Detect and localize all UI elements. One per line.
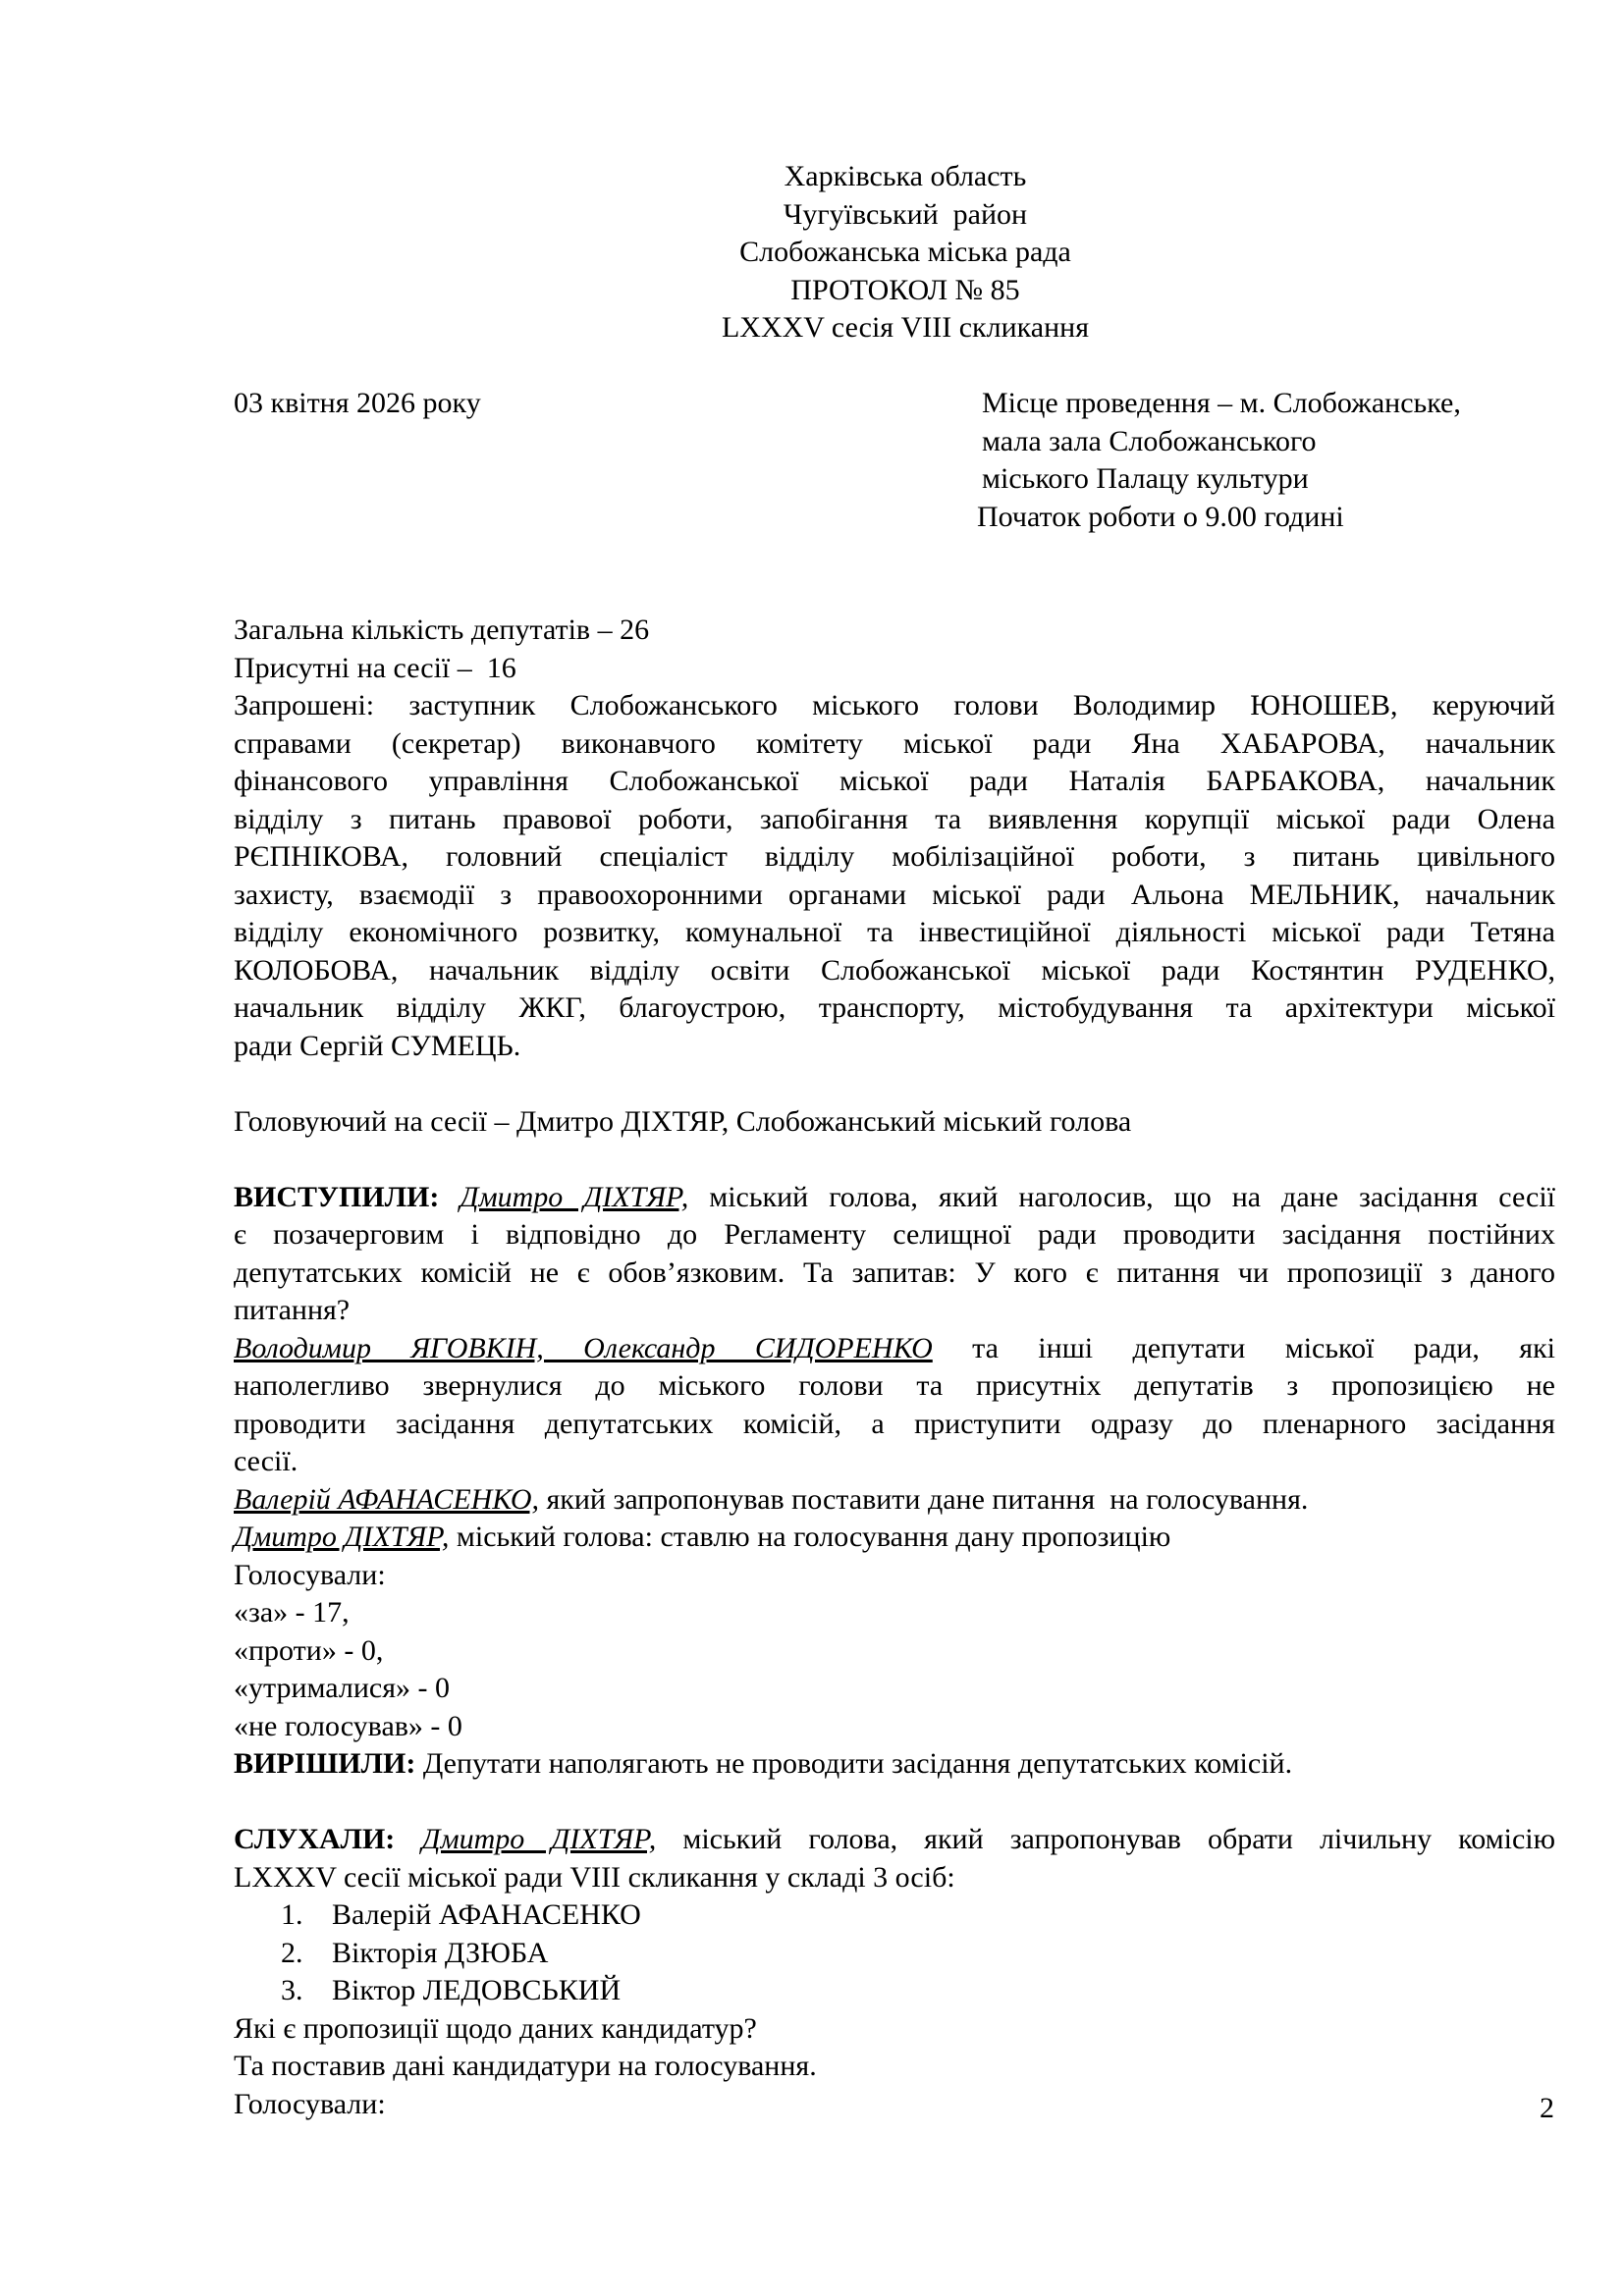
afanasenko-line bbox=[234, 1481, 1555, 1520]
mayor-line bbox=[234, 1519, 1555, 1557]
spoke-line bbox=[234, 1179, 1555, 1217]
vote-abstained: «утрималися» - 0 bbox=[234, 1672, 451, 1704]
mayor-name: Дмитро ДІХТЯР, bbox=[234, 1521, 450, 1553]
heard-speaker: Дмитро ДІХТЯР, bbox=[421, 1823, 657, 1855]
candidate-number: 3. bbox=[281, 1974, 303, 2006]
candidate-name: Валерій АФАНАСЕНКО bbox=[332, 1898, 641, 1931]
candidate-item bbox=[234, 1896, 1555, 1935]
candidate-number: 1. bbox=[281, 1898, 303, 1931]
invited-line: КОЛОБОВА, начальник відділу освіти Слобожанської міської ради Костянтин РУДЕНКО, bbox=[234, 953, 1555, 987]
heard-line: LXXXV сесії міської ради VIII скликання у складі 3 осіб: bbox=[234, 1860, 955, 1894]
start-time: Початок роботи о 9.00 годині bbox=[977, 500, 1344, 533]
spoke-text: міський голова, який наголосив, що на дане засідання сесії bbox=[688, 1180, 1555, 1213]
spoke-line: питання? bbox=[234, 1294, 351, 1326]
header-council: Слобожанська міська рада bbox=[739, 236, 1071, 268]
decided-line bbox=[234, 1745, 1555, 1784]
chair-line: Головуючий на сесії – Дмитро ДІХТЯР, Слобожанський міський голова bbox=[234, 1104, 1132, 1138]
decided-label: ВИРІШИЛИ: bbox=[234, 1747, 416, 1780]
deputies-line: сесії. bbox=[234, 1445, 298, 1477]
put-to-vote-line: Та поставив дані кандидатури на голосування. bbox=[234, 2050, 817, 2082]
invited-line: справами (секретар) виконавчого комітету міської ради Яна ХАБАРОВА, начальник bbox=[234, 726, 1555, 760]
afanasenko-name: Валерій АФАНАСЕНКО, bbox=[234, 1482, 539, 1516]
deputies-line: наполегливо звернулися до міського голови та присутніх депутатів з пропозицією не bbox=[234, 1369, 1555, 1402]
vote-against: «проти» - 0, bbox=[234, 1633, 384, 1667]
heard-line bbox=[234, 1821, 1555, 1859]
mayor-text: міський голова: ставлю на голосування дану пропозицію bbox=[449, 1521, 1171, 1553]
candidate-name: Віктор ЛЕДОВСЬКИЙ bbox=[332, 1974, 622, 2006]
deputies-names: Володимир ЯГОВКІН, Олександр СИДОРЕНКО bbox=[234, 1331, 933, 1364]
afanasenko-text: який запропонував поставити дане питання на голосування. bbox=[539, 1482, 1309, 1516]
invited-line: відділу економічного розвитку, комунальної та інвестиційної діяльності міської ради Тетяна bbox=[234, 916, 1555, 948]
vote-not-voted: «не голосував» - 0 bbox=[234, 1709, 462, 1742]
candidate-number: 2. bbox=[281, 1936, 303, 1969]
venue-line: міського Палацу культури bbox=[982, 462, 1309, 495]
spoke-label: ВИСТУПИЛИ: bbox=[234, 1180, 440, 1213]
total-deputies: Загальна кількість депутатів – 26 bbox=[234, 614, 650, 646]
vote-title: Голосували: bbox=[234, 1558, 386, 1591]
candidate-name: Вікторія ДЗЮБА bbox=[332, 1936, 549, 1969]
invited-line: ради Сергій СУМЕЦЬ. bbox=[234, 1029, 521, 1062]
spoke-line: є позачерговим і відповідно до Регламенту селищної ради проводити засідання постійних bbox=[234, 1218, 1555, 1251]
heard-label: СЛУХАЛИ: bbox=[234, 1823, 396, 1855]
deputies-line: проводити засідання депутатських комісій, а приступити одразу до пленарного засідання bbox=[234, 1407, 1555, 1440]
invited-line: начальник відділу ЖКГ, благоустрою, транспорту, містобудування та архітектури міської bbox=[234, 991, 1555, 1024]
header-region: Харківська область bbox=[784, 160, 1027, 192]
present-deputies: Присутні на сесії – 16 bbox=[234, 651, 516, 684]
question-line: Які є пропозиції щодо даних кандидатур? bbox=[234, 2011, 757, 2045]
document-page bbox=[234, 158, 1555, 2123]
speaker-name: Дмитро ДІХТЯР, bbox=[460, 1180, 689, 1213]
spoke-line: депутатських комісій не є обов’язковим. Та запитав: У кого є питання чи пропозиції з даного bbox=[234, 1255, 1555, 1289]
venue-line: мала зала Слобожанського bbox=[982, 424, 1317, 457]
header-district: Чугуївський район bbox=[783, 197, 1028, 231]
candidate-item bbox=[234, 1972, 1555, 2010]
venue-line: Місце проведення – м. Слобожанське, bbox=[982, 387, 1461, 419]
invited-line: фінансового управління Слобожанської міської ради Наталія БАРБАКОВА, начальник bbox=[234, 765, 1555, 797]
candidate-item bbox=[234, 1935, 1555, 1973]
meeting-date: 03 квітня 2026 року bbox=[234, 387, 481, 419]
protocol-title: ПРОТОКОЛ № 85 bbox=[790, 273, 1020, 306]
decided-text: Депутати наполягають не проводити засідання депутатських комісій. bbox=[415, 1747, 1293, 1780]
vote-for: «за» - 17, bbox=[234, 1596, 350, 1629]
date-venue-row bbox=[234, 385, 1555, 423]
invited-line: відділу з питань правової роботи, запобігання та виявлення корупції міської ради Олена bbox=[234, 802, 1555, 835]
session-title: LXXXV сесія VIII скликання bbox=[721, 311, 1090, 344]
deputies-line bbox=[234, 1330, 1555, 1368]
invited-line: РЄПНІКОВА, головний спеціаліст відділу мобілізаційної роботи, з питань цивільного bbox=[234, 840, 1555, 873]
heard-text: міський голова, який запропонував обрати лічильну комісію bbox=[656, 1823, 1556, 1855]
invited-line: Запрошені: заступник Слобожанського міського голови Володимир ЮНОШЕВ, керуючий bbox=[234, 689, 1555, 721]
vote-title: Голосували: bbox=[234, 2087, 386, 2120]
deputies-text: та інші депутати міської ради, які bbox=[932, 1331, 1556, 1364]
page-number: 2 bbox=[1540, 2092, 1554, 2124]
invited-line: захисту, взаємодії з правоохоронними органами міської ради Альона МЕЛЬНИК, начальник bbox=[234, 878, 1555, 911]
